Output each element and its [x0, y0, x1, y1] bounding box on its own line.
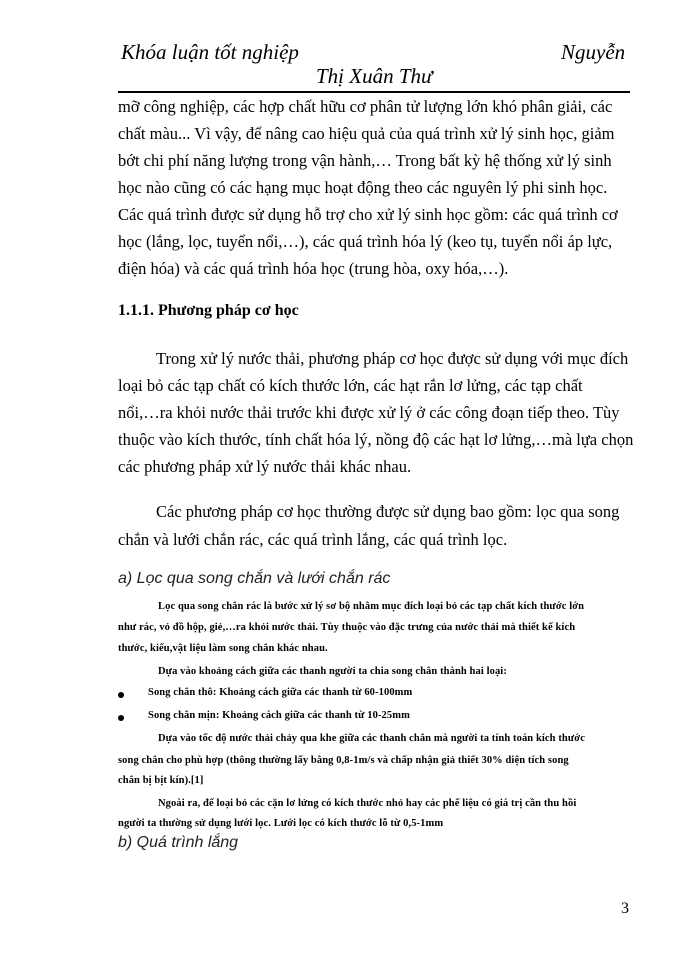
intro-line: bớt chi phí năng lượng trong vận hành,… Trong bất kỳ hệ thống xử lý sinh — [118, 151, 612, 170]
paragraph-line: loại bỏ các tạp chất có kích thước lớn, các hạt rắn lơ lửng, các tạp chất — [118, 376, 583, 395]
intro-line: chất màu... Vì vậy, để nâng cao hiệu quả của quá trình xử lý sinh học, giảm — [118, 124, 615, 143]
small-text-line: Dựa vào tốc độ nước thải chảy qua khe giữa các thanh chắn mà người ta tính toán kích thước — [158, 733, 585, 744]
small-text-line: người ta thường sử dụng lưới lọc. Lưới lọc có kích thước lỗ từ 0,5-1mm — [118, 818, 444, 829]
small-text-line: như rác, vỏ đồ hộp, giẻ,…ra khỏi nước thải. Tùy thuộc vào đặc trưng của nước thải mà thiết kế kích — [118, 622, 576, 633]
page-number: 3 — [621, 900, 629, 917]
intro-line: học (lắng, lọc, tuyển nổi,…), các quá trình hóa lý (keo tụ, tuyển nổi áp lực, — [118, 232, 613, 251]
bullet-dot — [118, 715, 124, 721]
header-author-surname: Nguyễn — [561, 40, 626, 64]
intro-line: học nào cũng có các hạng mục hoạt động theo các nguyên lý phi sinh học. — [118, 178, 608, 197]
paragraph-line: Trong xử lý nước thải, phương pháp cơ học được sử dụng với mục đích — [156, 349, 629, 368]
paragraph-line: thuộc vào kích thước, tính chất hóa lý, nồng độ các hạt lơ lửng,…mà lựa chọn — [118, 430, 634, 449]
small-text-line: thước, kiểu,vật liệu làm song chắn khác nhau. — [118, 643, 328, 654]
paragraph-line: chắn và lưới chắn rác, các quá trình lắng, các quá trình lọc. — [118, 530, 508, 549]
header-author-name: Thị Xuân Thư — [316, 64, 433, 88]
bullet-item: Song chắn mịn: Khoảng cách giữa các thanh từ 10-25mm — [148, 710, 410, 721]
bullet-item: Song chắn thô: Khoảng cách giữa các thanh từ 60-100mm — [148, 687, 413, 698]
header-title: Khóa luận tốt nghiệp — [121, 40, 299, 64]
small-text-line: Dựa vào khoảng cách giữa các thanh người ta chia song chắn thành hai loại: — [158, 666, 507, 677]
bullet-dot — [118, 692, 124, 698]
subheading-screening: a) Lọc qua song chắn và lưới chắn rác — [118, 570, 391, 587]
subheading-settling: b) Quá trình lắng — [118, 834, 239, 851]
intro-line: điện hóa) và các quá trình hóa học (trung hòa, oxy hóa,…). — [118, 259, 509, 278]
section-heading: 1.1.1. Phương pháp cơ học — [118, 302, 299, 319]
paragraph-line: các phương pháp xử lý nước thải khác nhau. — [118, 457, 412, 476]
intro-line: Các quá trình được sử dụng hỗ trợ cho xử lý sinh học gồm: các quá trình cơ — [118, 205, 618, 224]
header-rule — [118, 91, 630, 93]
paragraph-line: nổi,…ra khỏi nước thải trước khi được xử lý ở các công đoạn tiếp theo. Tùy — [118, 403, 620, 422]
paragraph-line: Các phương pháp cơ học thường được sử dụng bao gồm: lọc qua song — [156, 502, 620, 521]
small-text-line: Ngoài ra, để loại bỏ các cặn lơ lửng có kích thước nhỏ hay các phế liệu có giá trị cần thu hồi — [158, 798, 577, 809]
small-text-line: song chắn cho phù hợp (thông thường lấy bằng 0,8-1m/s và chấp nhận giả thiết 30% diện tích song — [118, 755, 569, 766]
intro-line: mỡ công nghiệp, các hợp chất hữu cơ phân tử lượng lớn khó phân giải, các — [118, 97, 613, 116]
small-text-line: chắn bị bịt kín).[1] — [118, 775, 204, 786]
small-text-line: Lọc qua song chắn rác là bước xử lý sơ bộ nhằm mục đích loại bỏ các tạp chất kích thước lớn — [158, 601, 585, 612]
